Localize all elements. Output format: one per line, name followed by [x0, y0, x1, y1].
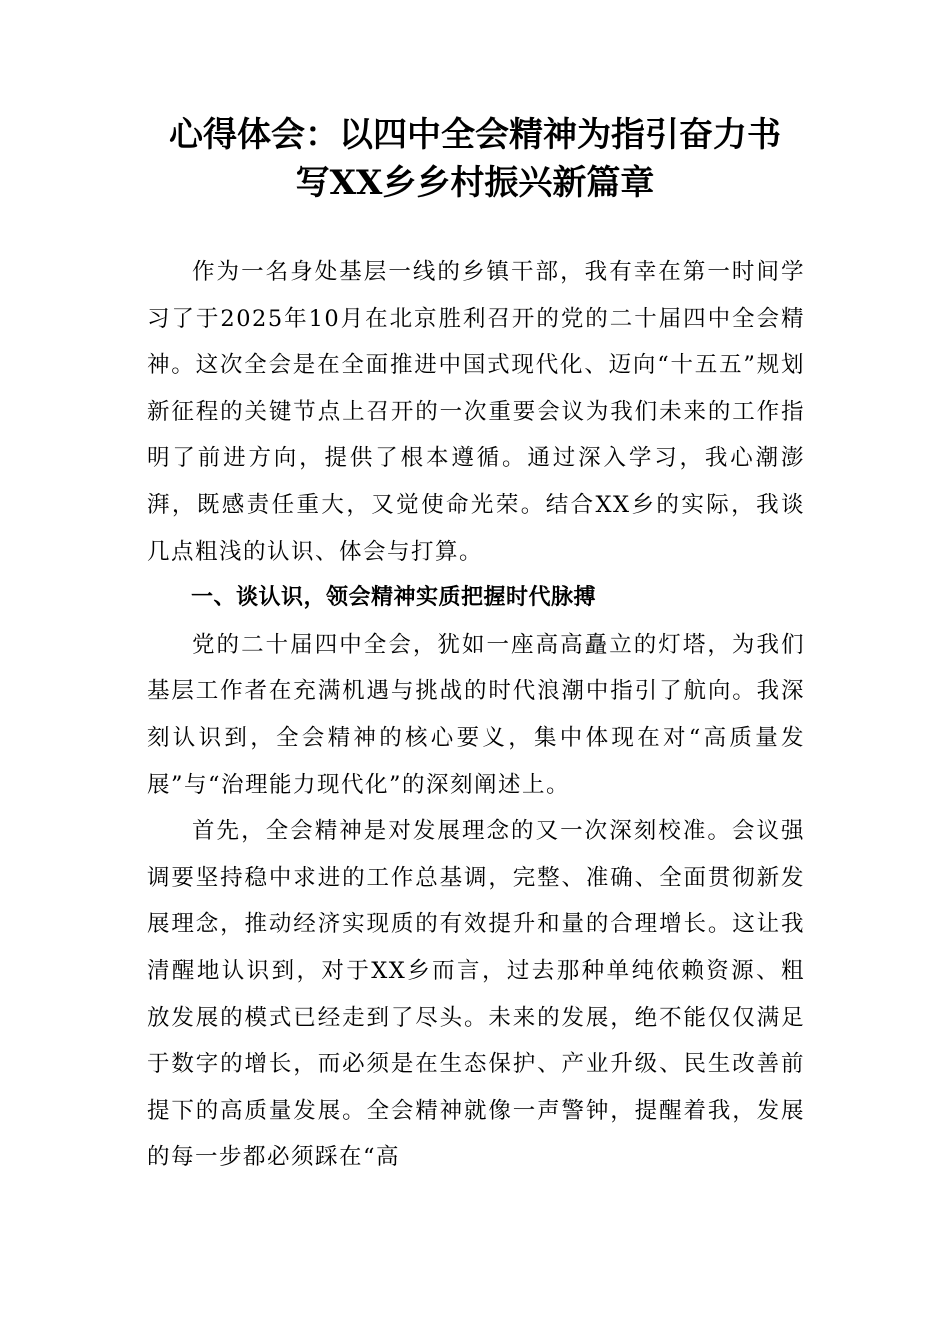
section-heading-1: 一、谈认识，领会精神实质把握时代脉搏 [191, 585, 597, 611]
paragraph-section-1-first: 首先，全会精神是对发展理念的又一次深刻校准。会议强调要坚持稳中求进的工作总基调，完整、准确、全面贯彻新发展理念，推动经济实现质的有效提升和量的合理增长。这让我清醒地认识到，对于XX乡而言，过去那种单纯依赖资源、粗放发展的模式已经走到了尽头。未来的发展，绝不能仅仅满足于数字的增长，而必须是在生态保护、产业升级、民生改善前提下的高质量发展。全会精神就像一声警钟，提醒着我，发展的每一步都必须踩在“高 [147, 818, 805, 1171]
document-title-line-1: 心得体会：以四中全会精神为指引奋力书 [169, 115, 781, 155]
document-title-line-2: 写XX乡乡村振兴新篇章 [295, 163, 655, 203]
paragraph-section-1-intro: 党的二十届四中全会，犹如一座高高矗立的灯塔，为我们基层工作者在充满机遇与挑战的时代浪潮中指引了航向。我深刻认识到，全会精神的核心要义，集中体现在对“高质量发展”与“治理能力现代化”的深刻阐述上。 [147, 631, 805, 798]
document-body [147, 249, 805, 1181]
paragraph-intro: 作为一名身处基层一线的乡镇干部，我有幸在第一时间学习了于2025年10月在北京胜利召开的党的二十届四中全会精神。这次全会是在全面推进中国式现代化、迈向“十五五”规划新征程的关键节点上召开的一次重要会议为我们未来的工作指明了前进方向，提供了根本遵循。通过深入学习，我心潮澎湃，既感责任重大，又觉使命光荣。结合XX乡的实际，我谈几点粗浅的认识、体会与打算。 [147, 259, 805, 565]
